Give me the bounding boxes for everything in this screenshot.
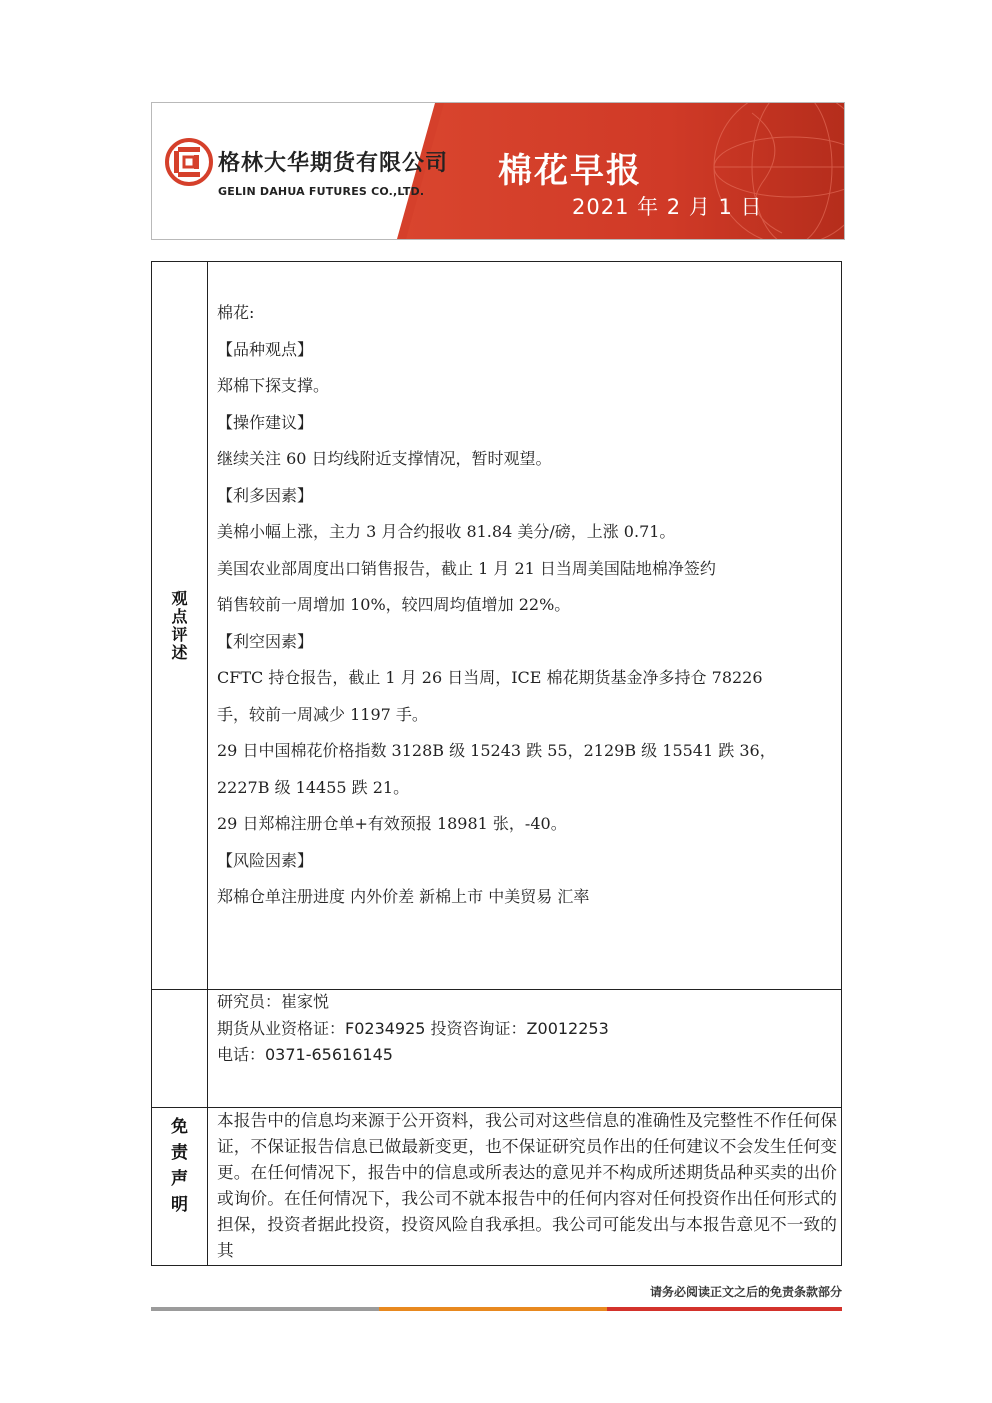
view-section-label	[152, 590, 207, 662]
section-heading: 【操作建议】	[217, 412, 314, 432]
view-line: 29 日郑棉注册仓单+有效预报 18981 张，-40。	[217, 814, 567, 833]
report-header-banner	[151, 102, 845, 240]
view-line: 手，较前一周减少 1197 手。	[217, 704, 428, 724]
section-heading: 【品种观点】	[217, 339, 314, 359]
company-name-cn: 格林大华期货有限公司	[218, 151, 449, 176]
view-line: 棉花:	[217, 303, 255, 322]
view-line: 2227B 级 14455 跌 21。	[217, 777, 410, 797]
researcher-info	[217, 989, 837, 1069]
disclaimer-section-label	[152, 1114, 207, 1218]
footer-disclaimer-note: 请务必阅读正文之后的免责条款部分	[649, 1285, 842, 1299]
view-line: CFTC 持仓报告，截止 1 月 26 日当周，ICE 棉花期货基金净多持仓 78226	[217, 668, 763, 687]
disclaimer-label-char: 责	[171, 1143, 188, 1163]
disclaimer-text: 本报告中的信息均来源于公开资料，我公司对这些信息的准确性及完整性不作任何保证，不保证报告信息已做最新变更，也不保证研究员作出的任何建议不会发生任何变更。在任何情况下，报告中的信息或所表达的意见并不构成所述期货品种买卖的出价或询价。在任何情况下，我公司不就本报告中的任何内容对任何投资作出任何形式的担保，投资者据此投资，投资风险自我承担。我公司可能发出与本报告意见不一致的其	[217, 1110, 837, 1260]
view-line: 美棉小幅上涨，主力 3 月合约报收 81.84 美分/磅，上涨 0.71。	[217, 522, 676, 541]
report-date: 2021 年 2 月 1 日	[572, 195, 763, 219]
footer-bar-orange	[379, 1307, 607, 1311]
researcher-phone: 电话：0371-65616145	[217, 1045, 393, 1064]
company-name-en: GELIN DAHUA FUTURES CO.,LTD.	[218, 185, 425, 198]
view-label-char: 述	[171, 643, 188, 662]
report-table	[151, 261, 842, 1266]
researcher-name: 研究员：崔家悦	[217, 992, 330, 1011]
section-heading: 【风险因素】	[217, 850, 314, 870]
disclaimer-label-char: 明	[171, 1195, 188, 1215]
view-line: 郑棉仓单注册进度 内外价差 新棉上市 中美贸易 汇率	[217, 887, 590, 906]
view-line: 郑棉下探支撑。	[217, 376, 330, 395]
view-content	[217, 295, 837, 916]
disclaimer-label-char: 声	[171, 1169, 188, 1189]
view-label-char: 评	[171, 625, 188, 644]
footer-bar-red	[607, 1307, 842, 1311]
view-label-char: 点	[171, 607, 188, 626]
section-heading: 【利空因素】	[217, 631, 314, 651]
view-line: 29 日中国棉花价格指数 3128B 级 15243 跌 55，2129B 级 15541 跌 36，	[217, 741, 776, 760]
footer-bar-gray	[151, 1307, 379, 1311]
report-title: 棉花早报	[498, 151, 642, 191]
view-line: 美国农业部周度出口销售报告，截止 1 月 21 日当周美国陆地棉净签约	[217, 558, 716, 578]
researcher-license: 期货从业资格证：F0234925 投资咨询证：Z0012253	[217, 1018, 609, 1038]
view-line: 销售较前一周增加 10%，较四周均值增加 22%。	[217, 595, 571, 614]
view-label-char: 观	[171, 589, 188, 608]
company-logo-icon	[164, 137, 214, 187]
disclaimer-label-char: 免	[171, 1117, 188, 1137]
column-divider	[207, 262, 208, 1265]
section-heading: 【利多因素】	[217, 485, 314, 505]
view-line: 继续关注 60 日均线附近支撑情况，暂时观望。	[217, 449, 552, 468]
